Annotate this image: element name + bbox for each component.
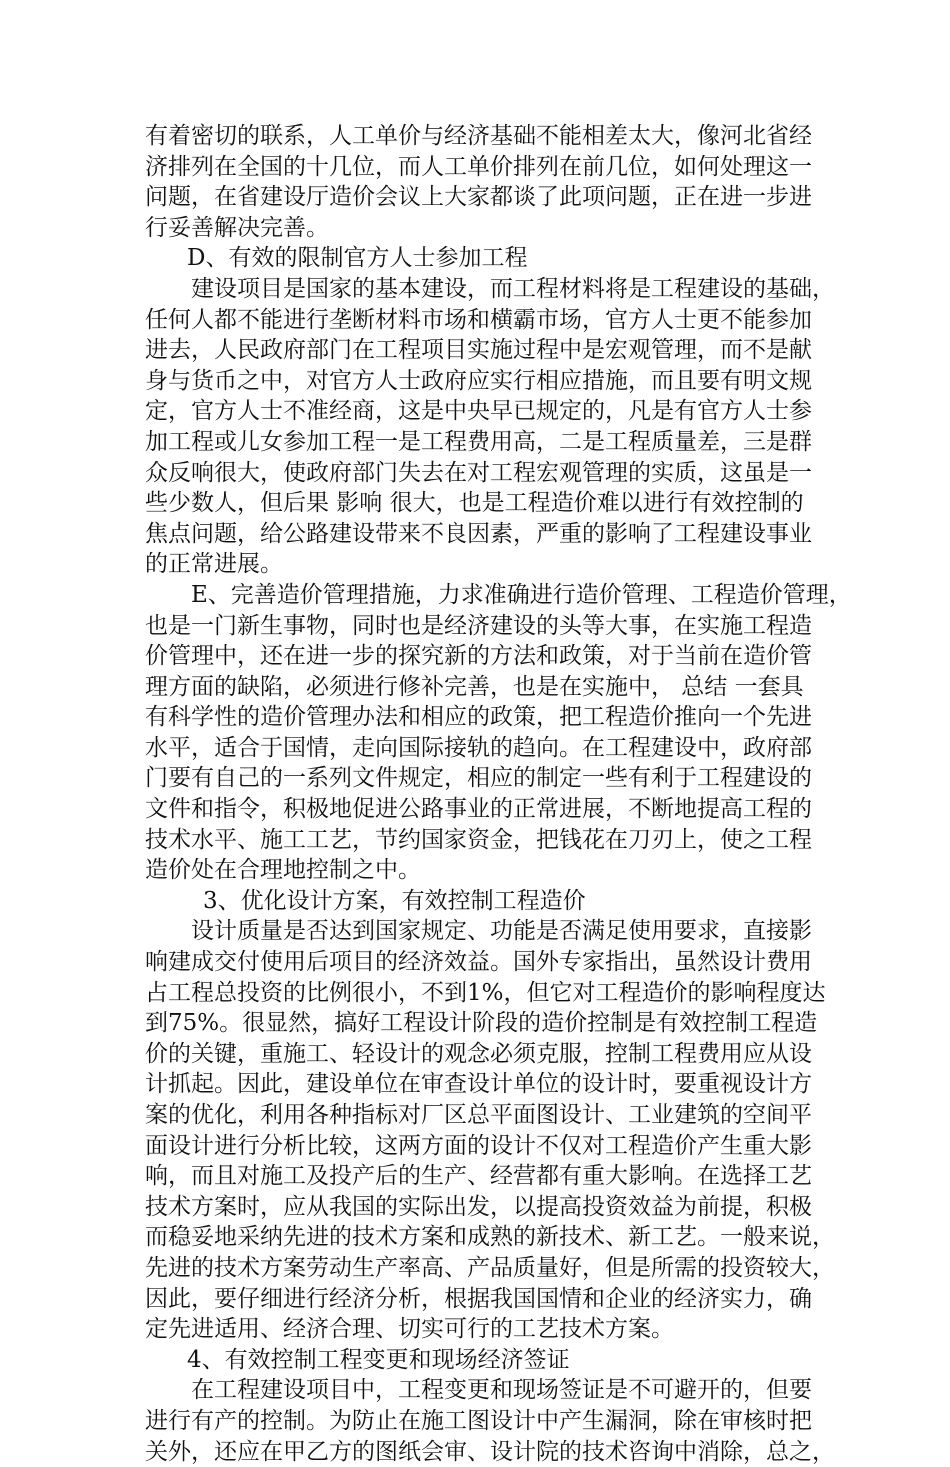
text-line: 技术方案时，应从我国的实际出发，以提高投资效益为前提，积极: [145, 1193, 812, 1220]
text-line: 定先进适用、经济合理、切实可行的工艺技术方案。: [145, 1316, 674, 1343]
text-line: 造价处在合理地控制之中。: [145, 857, 421, 884]
text-line: 先进的技术方案劳动生产率高、产品质量好，但是所需的投资较大，: [145, 1254, 835, 1281]
text-line: 文件和指令，积极地促进公路事业的正常进展，不断地提高工程的: [145, 796, 812, 823]
text-line: 而稳妥地采纳先进的技术方案和成熟的新技术、新工艺。一般来说，: [145, 1224, 835, 1251]
text-line: 行妥善解决完善。: [145, 214, 329, 241]
text-line: 响建成交付使用后项目的经济效益。国外专家指出，虽然设计费用: [145, 949, 812, 976]
text-line: 在工程建设项目中，工程变更和现场签证是不可避开的，但要: [191, 1377, 812, 1404]
document-body: [145, 121, 852, 1467]
text-line: 价的关键，重施工、轻设计的观念必须克服，控制工程费用应从设: [145, 1040, 812, 1067]
section-heading: 4、有效控制工程变更和现场经济签证: [187, 1346, 570, 1373]
text-line: 问题，在省建设厅造价会议上大家都谈了此项问题，正在进一步进: [145, 184, 812, 211]
section-heading: D、有效的限制官方人士参加工程: [187, 245, 528, 272]
text-line: 占工程总投资的比例很小，不到1%，但它对工程造价的影响程度达: [145, 979, 826, 1006]
text-line: 案的优化，利用各种指标对厂区总平面图设计、工业建筑的空间平: [145, 1102, 812, 1128]
section-heading: 3、优化设计方案，有效控制工程造价: [203, 887, 586, 914]
text-line: 因此，要仔细进行经济分析，根据我国国情和企业的经济实力，确: [145, 1285, 812, 1312]
text-line: 焦点问题，给公路建设带来不良因素，严重的影响了工程建设事业: [145, 520, 812, 547]
text-line: 响，而且对施工及投产后的生产、经营都有重大影响。在选择工艺: [145, 1163, 812, 1190]
text-line: 些少数人，但后果 影响 很大，也是工程造价难以进行有效控制的: [145, 490, 804, 517]
text-line: 加工程或儿女参加工程一是工程费用高，二是工程质量差，三是群: [145, 428, 812, 455]
text-line: 理方面的缺陷，必须进行修补完善，也是在实施中， 总结 一套具: [145, 673, 804, 700]
text-line: 计抓起。因此，建设单位在审查设计单位的设计时，要重视设计方: [145, 1071, 812, 1098]
text-line: 建设项目是国家的基本建设，而工程材料将是工程建设的基础，: [191, 275, 835, 302]
text-line: 门要有自己的一系列文件规定，相应的制定一些有利于工程建设的: [145, 765, 812, 792]
text-line: 有科学性的造价管理办法和相应的政策，把工程造价推向一个先进: [145, 704, 812, 731]
text-line: 有着密切的联系，人工单价与经济基础不能相差太大，像河北省经: [145, 123, 812, 149]
text-line: 技术水平、施工工艺，节约国家资金，把钱花在刀刃上，使之工程: [145, 826, 812, 853]
text-line: 众反响很大，使政府部门失去在对工程宏观管理的实质，这虽是一: [145, 459, 812, 486]
text-line: 水平，适合于国情，走向国际接轨的趋向。在工程建设中，政府部: [145, 734, 812, 761]
text-line: 定，官方人士不准经商，这是中央早已规定的，凡是有官方人士参: [145, 398, 812, 425]
text-line: 身与货币之中，对官方人士政府应实行相应措施，而且要有明文规: [145, 367, 812, 394]
text-line: 也是一门新生事物，同时也是经济建设的头等大事，在实施工程造: [145, 612, 812, 639]
text-line: 任何人都不能进行垄断材料市场和横霸市场，官方人士更不能参加: [145, 306, 812, 333]
text-line: 设计质量是否达到国家规定、功能是否满足使用要求，直接影: [191, 918, 812, 945]
text-line: 面设计进行分析比较，这两方面的设计不仅对工程造价产生重大影: [145, 1132, 812, 1159]
text-line: 的正常进展。: [145, 551, 283, 578]
section-heading: E、完善造价管理措施，力求准确进行造价管理、工程造价管理，: [191, 581, 852, 608]
text-line: 进去，人民政府部门在工程项目实施过程中是宏观管理，而不是献: [145, 337, 812, 364]
text-line: 济排列在全国的十几位，而人工单价排列在前几位，如何处理这一: [145, 153, 812, 180]
text-line: 到75%。很显然，搞好工程设计阶段的造价控制是有效控制工程造: [145, 1010, 818, 1037]
text-line: 进行有产的控制。为防止在施工图设计中产生漏洞，除在审核时把: [145, 1407, 812, 1434]
text-line: 价管理中，还在进一步的探究新的方法和政策，对于当前在造价管: [145, 643, 812, 670]
text-line: 关外，还应在甲乙方的图纸会审、设计院的技术咨询中消除，总之，: [145, 1438, 835, 1465]
